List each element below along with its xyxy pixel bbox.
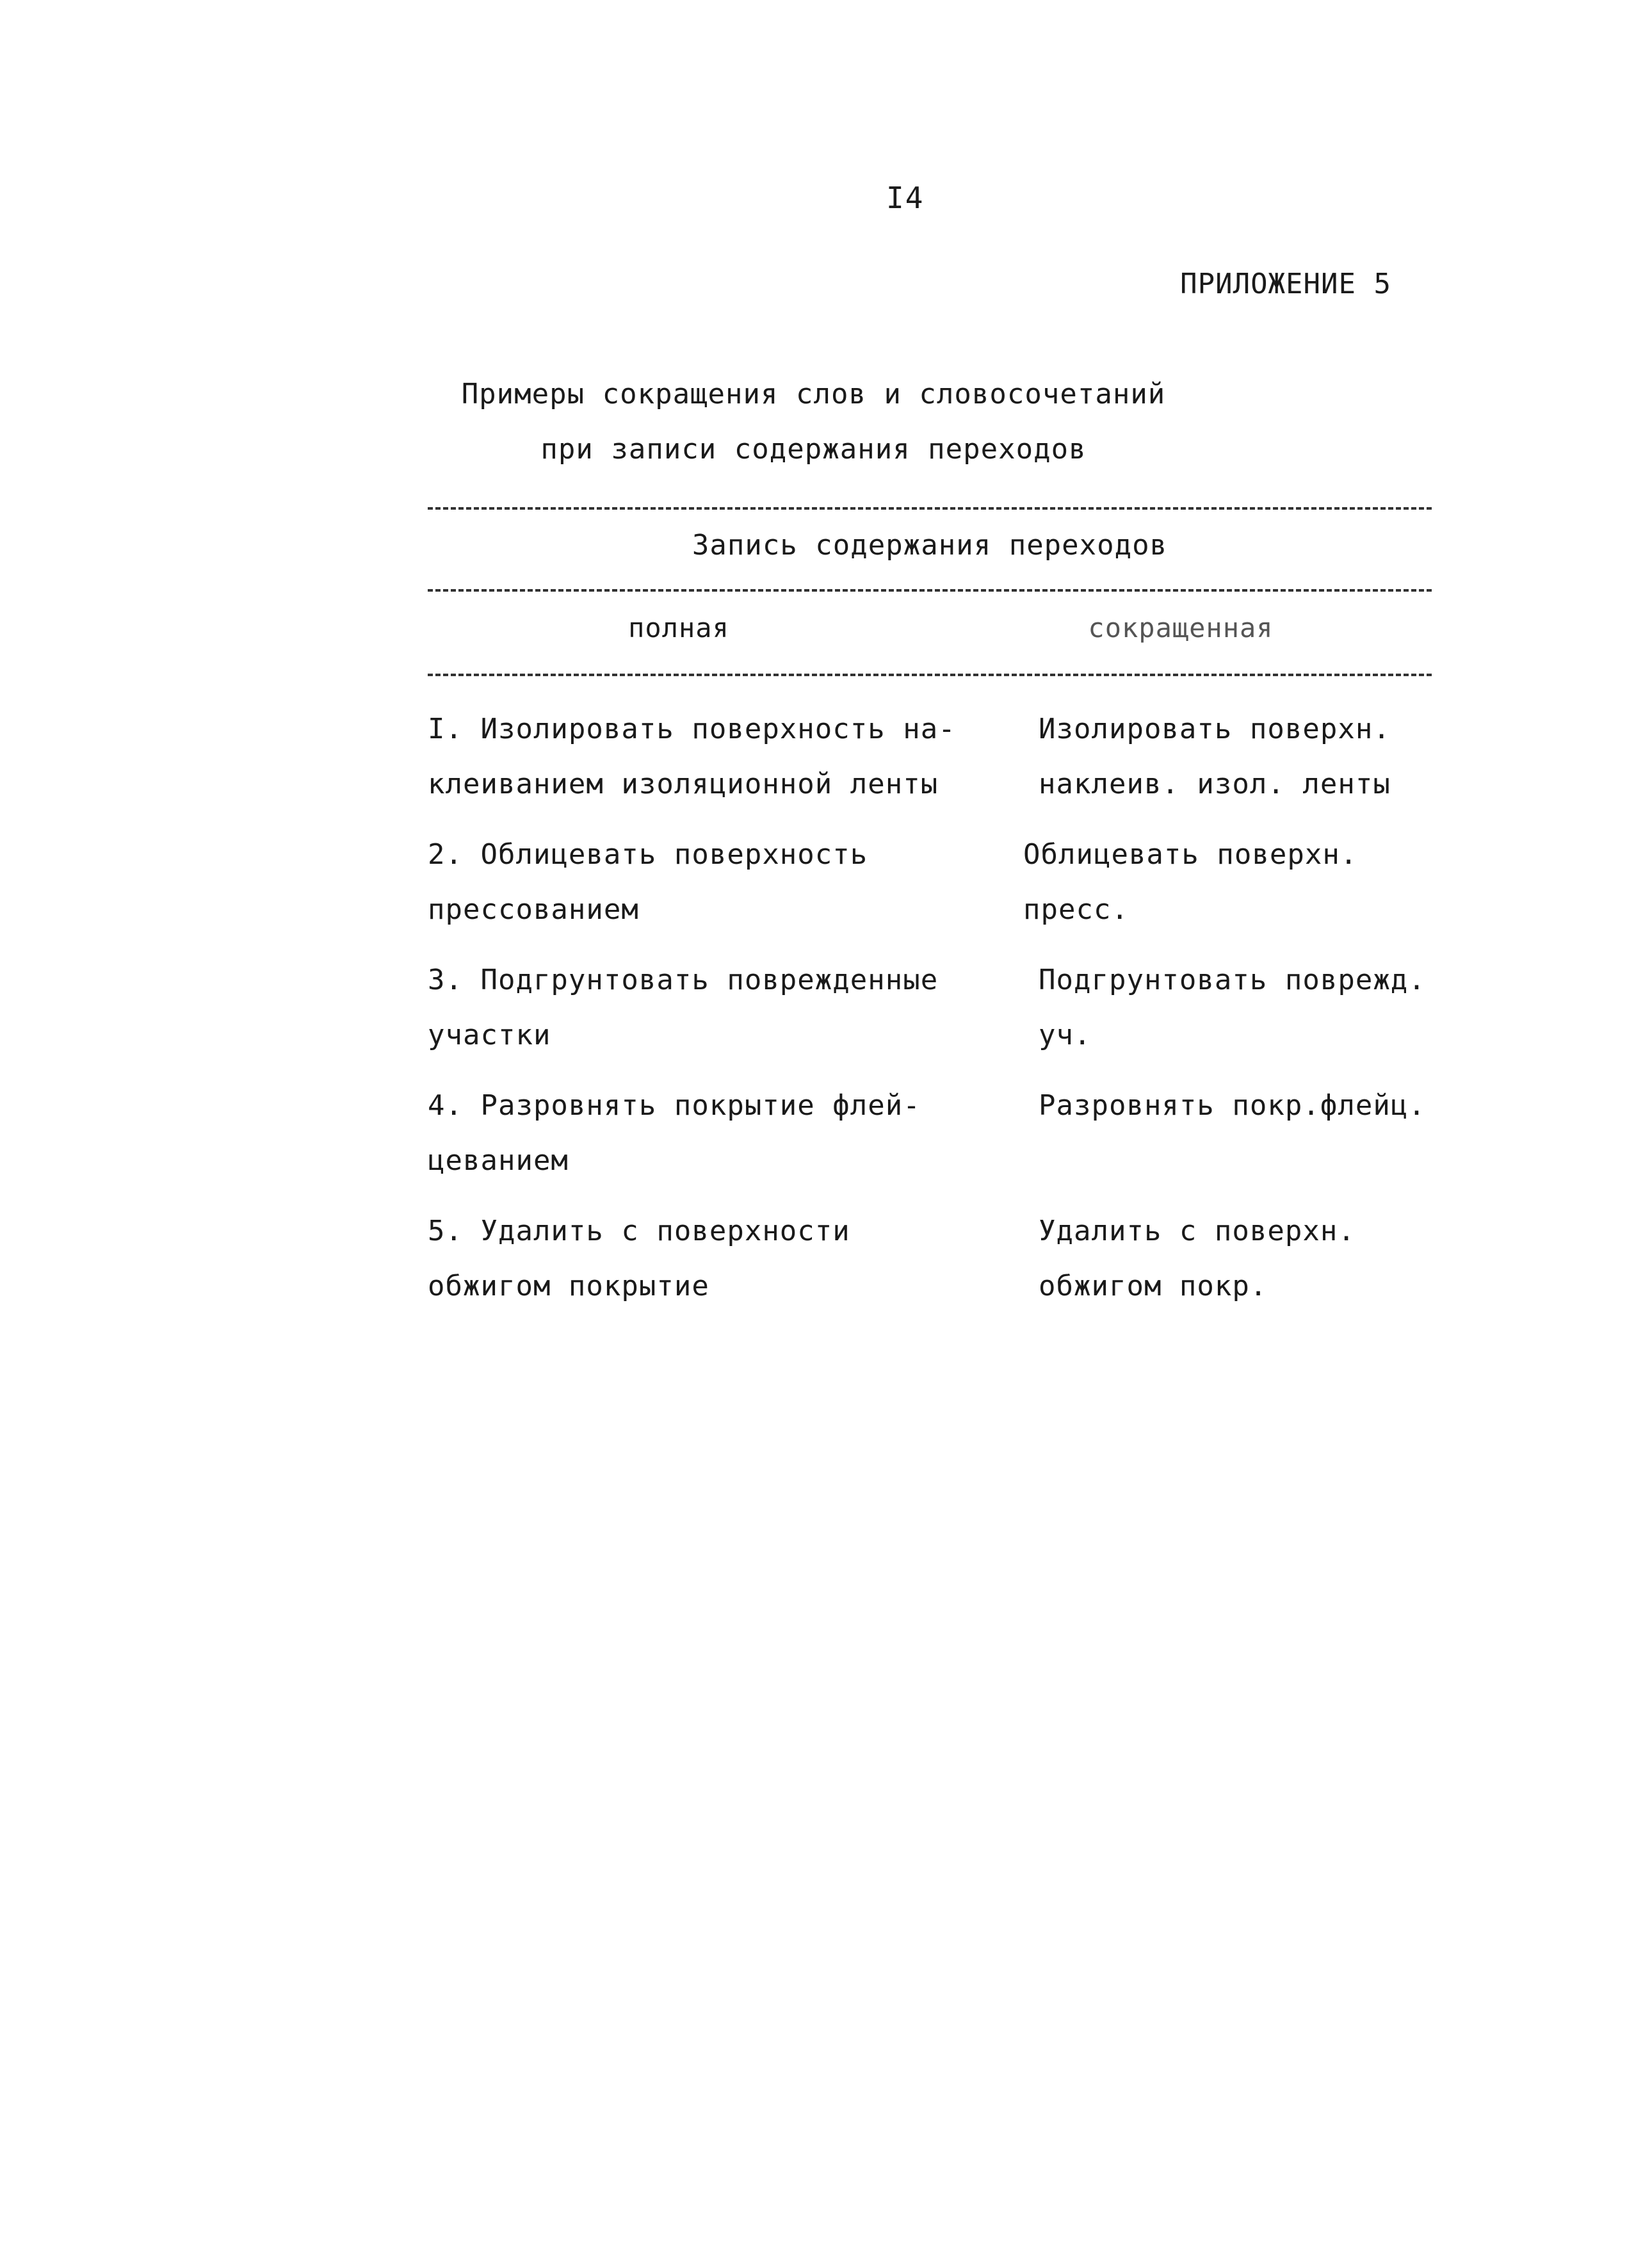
full-form-cell [428, 953, 938, 1063]
short-form-line: Разровнять покр.флейц. [1039, 1089, 1426, 1122]
full-form-cell [428, 827, 868, 937]
full-form-line: прессованием [428, 893, 639, 926]
full-form-line: I. Изолировать поверхность на- [428, 713, 956, 745]
full-form-line: клеиванием изоляционной ленты [428, 768, 939, 800]
short-form-cell [1039, 1078, 1426, 1133]
short-form-cell [1039, 702, 1391, 812]
column-header-short: сокращенная [1088, 612, 1274, 644]
table-header-rule [428, 589, 1432, 592]
full-form-cell [428, 702, 956, 812]
short-form-line: пресс. [1023, 893, 1129, 926]
short-form-cell [1023, 827, 1357, 937]
document-title-line-1: Примеры сокращения слов и словосочетаний [461, 378, 1166, 410]
short-form-line: Изолировать поверхн. [1039, 713, 1391, 745]
short-form-cell [1039, 953, 1426, 1063]
full-form-line: 4. Разровнять покрытие флей- [428, 1089, 921, 1122]
document-title-line-2: при записи содержания переходов [540, 433, 1087, 466]
column-header-rule [428, 674, 1432, 676]
short-form-line: Подгрунтовать поврежд. [1039, 964, 1426, 996]
full-form-cell [428, 1078, 921, 1188]
page-number: I4 [886, 181, 925, 215]
short-form-line: Удалить с поверхн. [1039, 1215, 1356, 1247]
full-form-line: 2. Облицевать поверхность [428, 838, 868, 871]
appendix-label: ПРИЛОЖЕНИЕ 5 [1180, 268, 1391, 300]
table-header: Запись содержания переходов [692, 529, 1168, 562]
short-form-line: наклеив. изол. ленты [1039, 768, 1391, 800]
column-header-full: полная [628, 612, 729, 644]
short-form-line: Облицевать поверхн. [1023, 838, 1358, 871]
short-form-line: уч. [1039, 1019, 1092, 1051]
full-form-line: обжигом покрытие [428, 1270, 709, 1302]
short-form-line: обжигом покр. [1039, 1270, 1268, 1302]
full-form-line: 5. Удалить с поверхности [428, 1215, 850, 1247]
full-form-line: участки [428, 1019, 551, 1051]
short-form-cell [1039, 1204, 1356, 1314]
full-form-cell [428, 1204, 850, 1314]
full-form-line: цеванием [428, 1144, 569, 1177]
table-top-rule [428, 507, 1432, 510]
full-form-line: 3. Подгрунтовать поврежденные [428, 964, 939, 996]
